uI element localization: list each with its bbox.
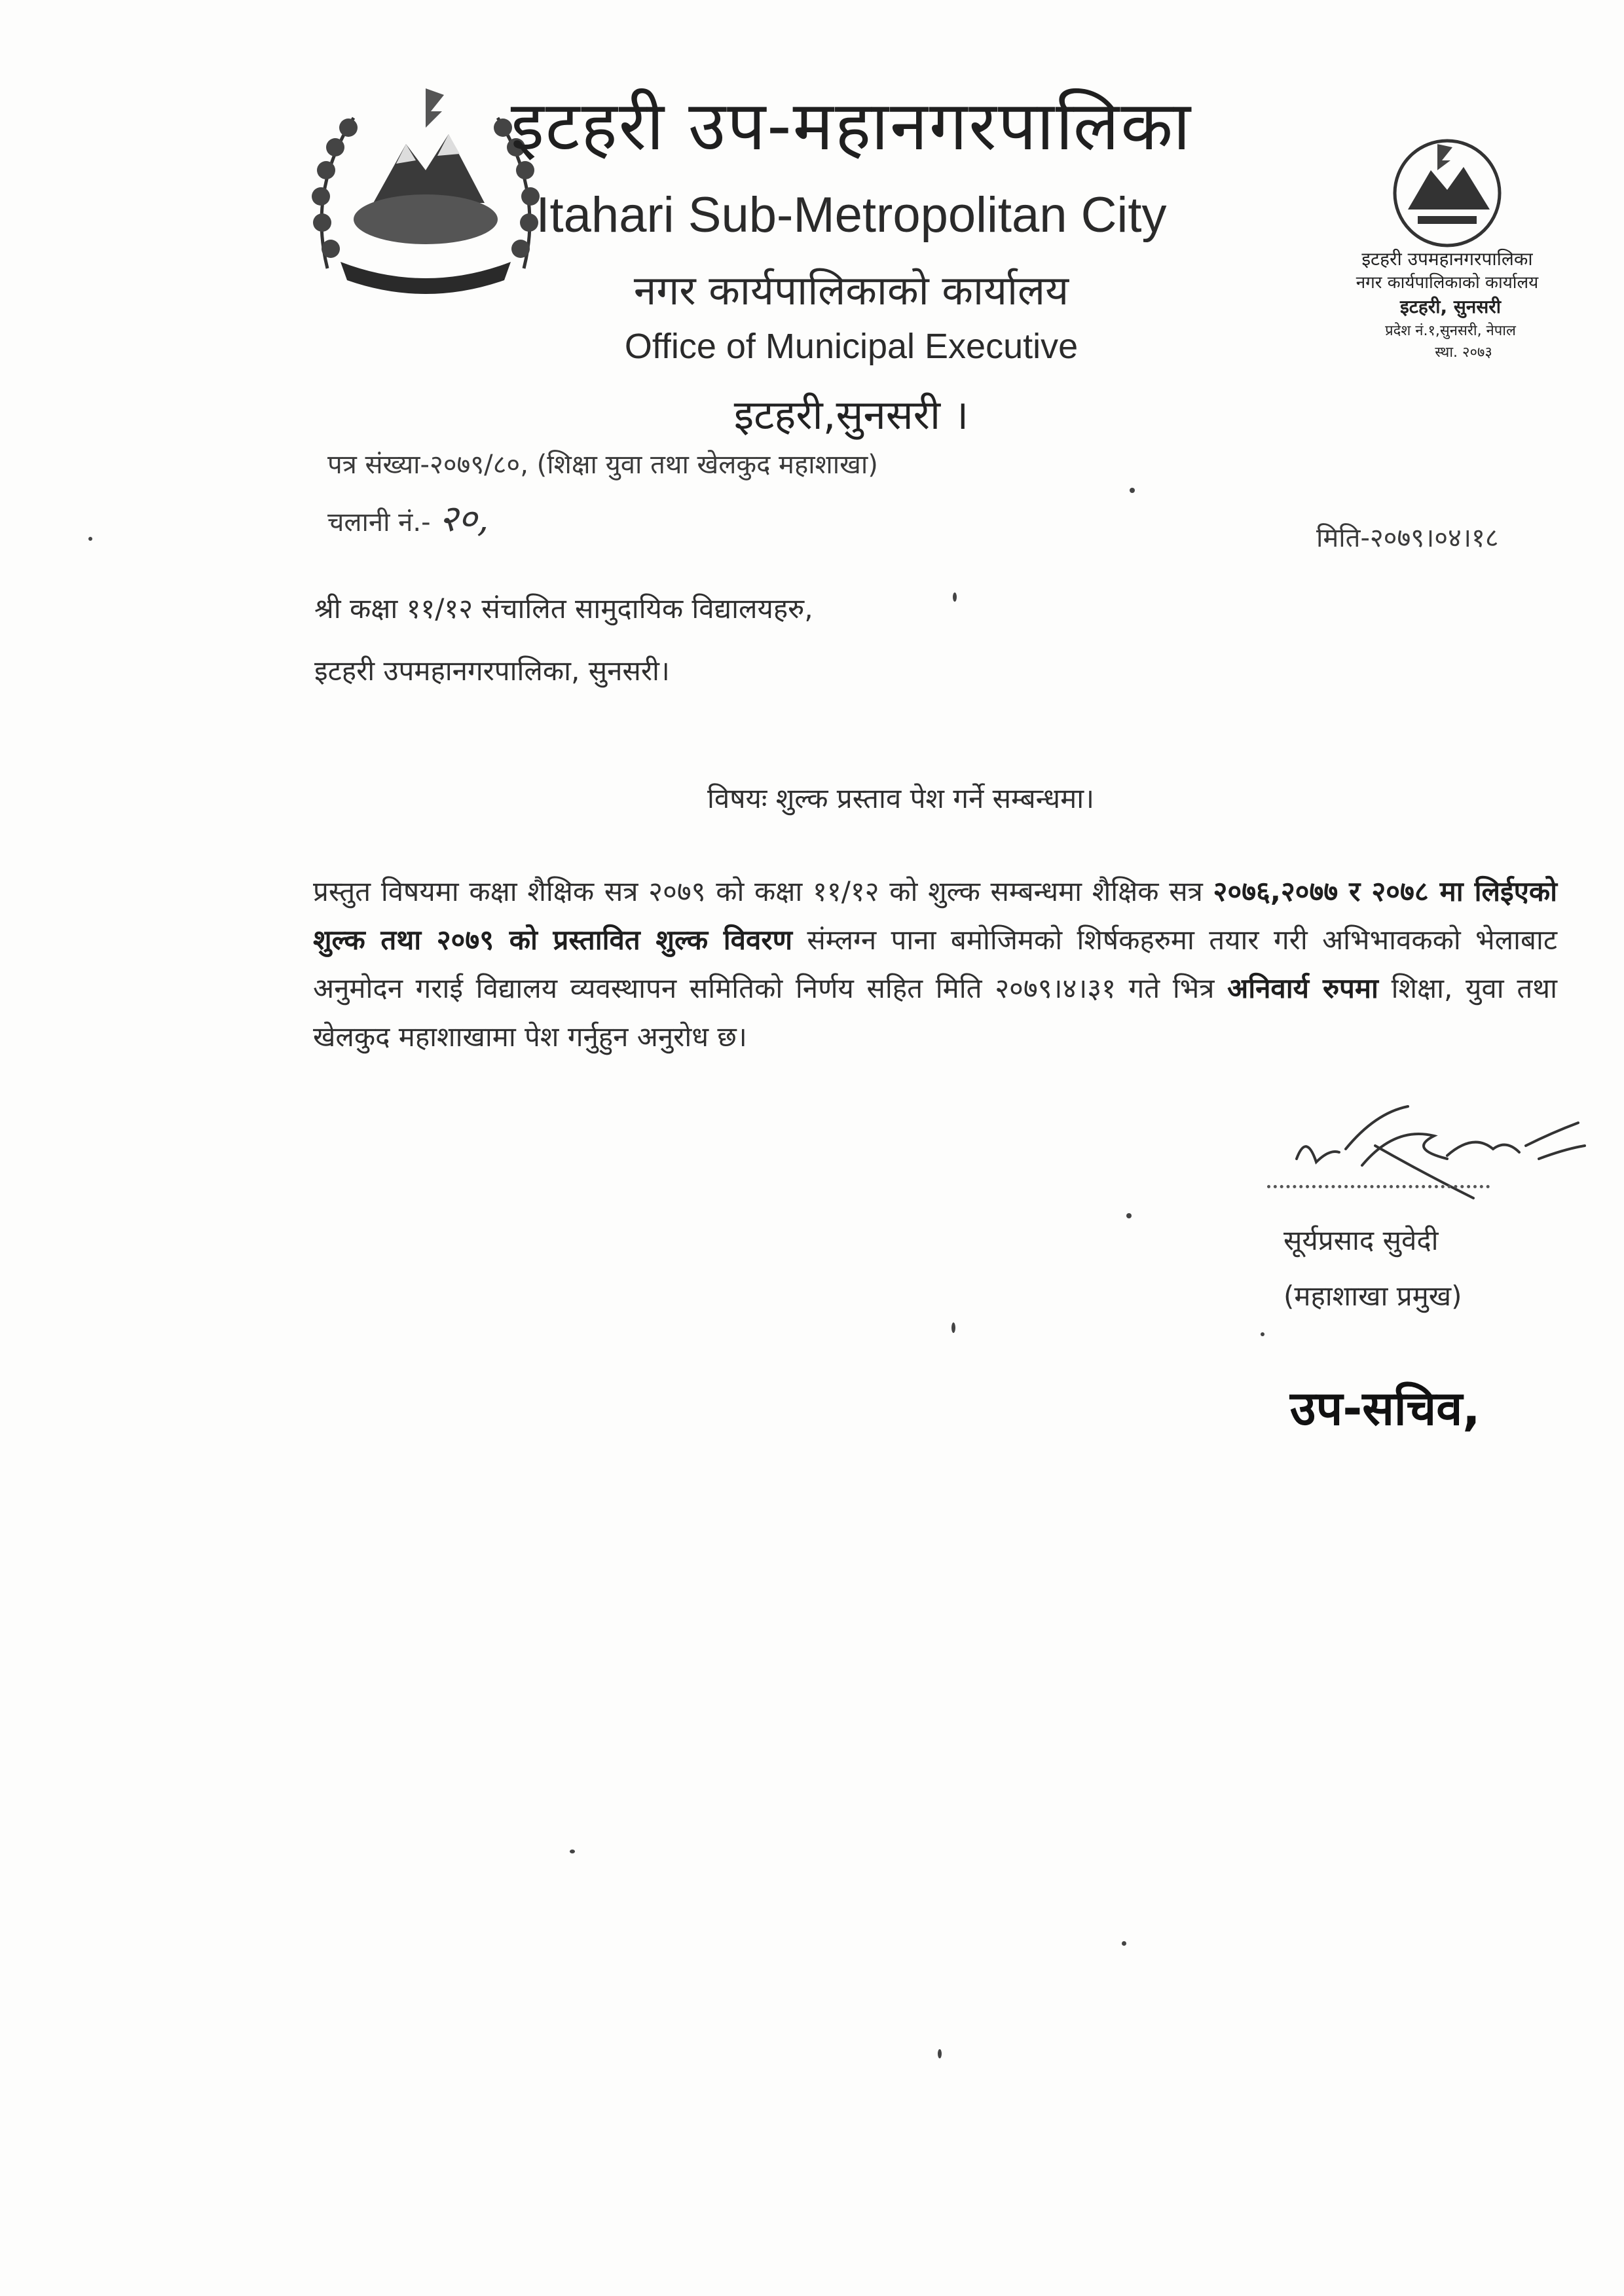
scan-speck [1126, 1213, 1132, 1218]
body-bold-part-1: २०७६,२०७७ र २०७८ मा लिईएको शुल्क तथा २०७९ को प्रस्तावित शुल्क विवरण [313, 875, 1557, 956]
office-name-english: Office of Municipal Executive [624, 327, 1079, 366]
seal-text-line3: इटहरी, सुनसरी [1400, 296, 1501, 318]
dispatch-number-value: २०, [439, 498, 489, 540]
body-text-part-2: संम्लग्न पाना बमोजिमको शिर्षकहरुमा तयार गरी अभिभावकको भेलाबाट अनुमोदन गराई विद्यालय व्यवस्थापन समितिको निर्णय सहित मिति २०७९।४।३१ गते भित्र [313, 924, 1558, 1004]
body-bold-part-2: अनिवार्य रुपमा [1227, 972, 1378, 1004]
office-seal-icon [1336, 131, 1559, 380]
scan-speck [1122, 1941, 1126, 1946]
municipality-title-nepali: इटहरी उप-महानगरपालिका [510, 86, 1192, 166]
scan-speck [938, 2049, 942, 2058]
body-text-part-3: शिक्षा, युवा तथा खेलकुद महाशाखामा पेश गर्नुहुन अनुरोध छ। [313, 972, 1557, 1053]
scan-speck [953, 592, 957, 602]
dispatch-number-row [327, 492, 489, 542]
reference-number: पत्र संख्या-२०७९/८०, (शिक्षा युवा तथा खेलकुद महाशाखा) [327, 450, 878, 480]
signatory-role: (महाशाखा प्रमुख) [1283, 1280, 1462, 1312]
seal-text-line1: इटहरी उपमहानगरपालिका [1361, 248, 1533, 270]
letter-date: मिति-२०७९।०४।१८ [1316, 523, 1499, 553]
handwritten-signature-icon [1277, 1087, 1591, 1218]
signatory-name: सूर्यप्रसाद सुवेदी [1283, 1224, 1439, 1256]
seal-text-line2: नगर कार्यपालिकाको कार्यालय [1356, 273, 1539, 293]
municipality-title-english: Itahari Sub-Metropolitan City [536, 187, 1167, 243]
dispatch-number-label: चलानी नं.- [327, 507, 431, 538]
office-name-nepali: नगर कार्यपालिकाको कार्यालय [633, 266, 1069, 314]
signature-line [1267, 1185, 1490, 1192]
seal-text-line5: स्था. २०७३ [1435, 344, 1492, 361]
scan-speck [1130, 488, 1135, 493]
letter-body [313, 867, 1557, 1061]
recipient-line-2: इटहरी उपमहानगरपालिका, सुनसरी। [314, 655, 670, 687]
letter-subject: विषयः शुल्क प्रस्ताव पेश गर्ने सम्बन्धमा। [707, 782, 1095, 814]
recipient-line-1: श्री कक्षा ११/१२ संचालित सामुदायिक विद्यालयहरु, [314, 592, 813, 625]
scan-speck [570, 1850, 575, 1853]
seal-text-line4: प्रदेश नं.१,सुनसरी, नेपाल [1385, 323, 1516, 339]
scan-speck [88, 537, 92, 541]
signatory-designation: उप-सचिव, [1290, 1381, 1481, 1436]
body-text-part-1: प्रस्तुत विषयमा कक्षा शैक्षिक सत्र २०७९ को कक्षा ११/१२ को शुल्क सम्बन्धमा शैक्षिक सत्र [313, 875, 1213, 907]
office-location: इटहरी,सुनसरी । [733, 391, 969, 439]
scan-speck [1261, 1332, 1264, 1336]
scan-speck [951, 1322, 955, 1333]
